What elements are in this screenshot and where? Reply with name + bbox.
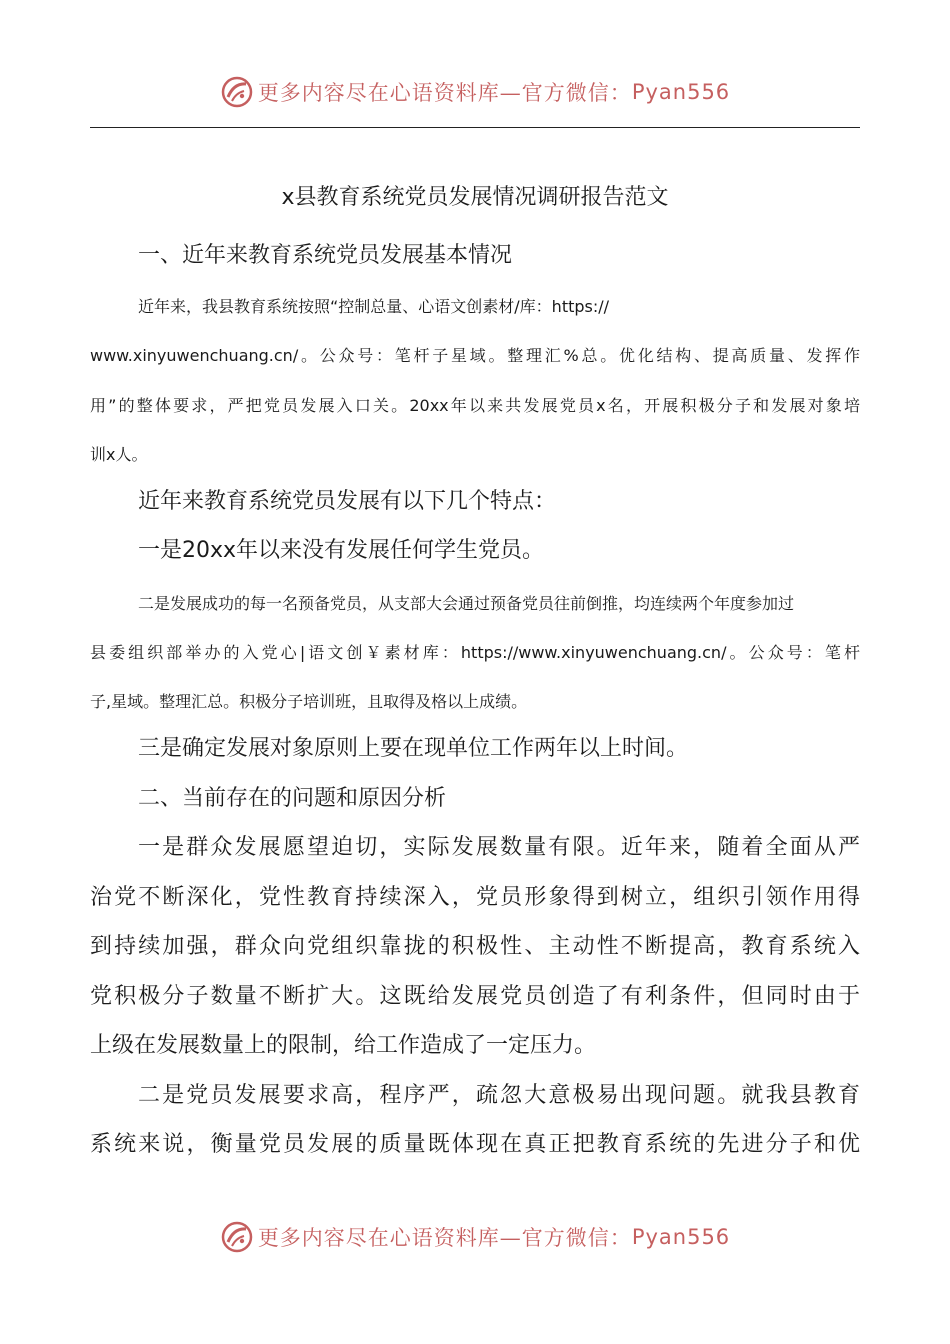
paragraph-line: 系统来说，衡量党员发展的质量既体现在真正把教育系统的先进分子和优 (90, 1132, 860, 1157)
paragraph-line: 二是党员发展要求高，程序严，疏忽大意极易出现问题。就我县教育 (138, 1083, 860, 1108)
paragraph-line: 近年来，我县教育系统按照“控制总量、心语文创素材/库：https:// (138, 297, 610, 316)
document-title: x县教育系统党员发展情况调研报告范文 (281, 185, 669, 210)
paragraph-line: 到持续加强，群众向党组织靠拢的积极性、主动性不断提高，教育系统入 (90, 934, 860, 959)
paragraph-line: 训x人。 (90, 445, 148, 464)
logo-icon (220, 75, 254, 109)
paragraph-line: www.xinyuwenchuang.cn/。公众号：笔杆子星域。整理汇%总。优化结构、提高质量、发挥作 (90, 346, 860, 365)
paragraph-line: 一是20xx年以来没有发展任何学生党员。 (138, 538, 545, 563)
paragraph-line: 三是确定发展对象原则上要在现单位工作两年以上时间。 (138, 736, 689, 761)
paragraph-line: 治党不断深化，党性教育持续深入，党员形象得到树立，组织引领作用得 (90, 885, 860, 910)
section-heading-2: 二、当前存在的问题和原因分析 (138, 786, 447, 811)
footer-banner-text: 更多内容尽在心语资料库—官方微信： (257, 1226, 632, 1250)
section-heading-1: 一、近年来教育系统党员发展基本情况 (138, 243, 513, 268)
footer-banner (0, 1215, 950, 1259)
paragraph-line: 二是发展成功的每一名预备党员，从支部大会通过预备党员往前倒推，均连续两个年度参加过 (138, 594, 795, 613)
paragraph-line: 子,星域。整理汇总。积极分子培训班，且取得及格以上成绩。 (90, 692, 528, 711)
paragraph-line: 上级在发展数量上的限制，给工作造成了一定压力。 (90, 1033, 597, 1058)
header-banner-wechat: Pyan556 (631, 80, 731, 104)
paragraph-line: 县委组织部举办的入党心|语文创￥素材库：https://www.xinyuwenchuang.cn/。公众号：笔杆 (90, 643, 860, 662)
paragraph-line: 近年来教育系统党员发展有以下几个特点： (138, 489, 557, 514)
paragraph-line: 党积极分子数量不断扩大。这既给发展党员创造了有利条件，但同时由于 (90, 984, 860, 1009)
logo-icon (220, 1220, 254, 1254)
header-banner-text: 更多内容尽在心语资料库—官方微信： (257, 81, 632, 105)
paragraph-line: 一是群众发展愿望迫切，实际发展数量有限。近年来，随着全面从严 (138, 835, 860, 860)
header-divider (90, 127, 860, 128)
header-banner (0, 70, 950, 114)
footer-banner-wechat: Pyan556 (631, 1225, 731, 1249)
paragraph-line: 用”的整体要求，严把党员发展入口关。20xx年以来共发展党员x名，开展积极分子和发展对象培 (90, 396, 860, 415)
